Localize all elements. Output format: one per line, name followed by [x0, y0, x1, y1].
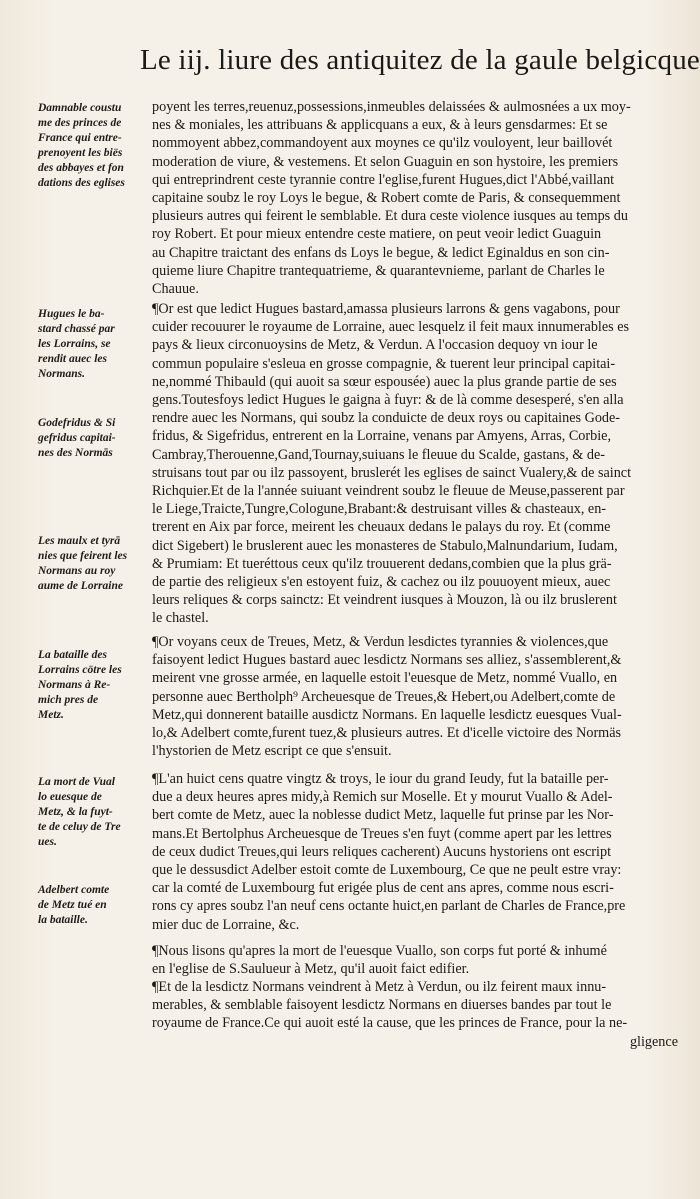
text-line: nes & moniales, les attribuans & applicquans a eux, & à leurs gensdarmes: Et se	[152, 117, 608, 134]
margin-note-line: prenoyent les biës	[38, 147, 123, 159]
text-line: le chastel.	[152, 610, 209, 627]
paragraph	[152, 942, 680, 978]
text-line: trerent en Aix par force, meirent les cheuaux dedans le palays du roy. Et (comme	[152, 519, 611, 536]
text-line: meirent vne grosse armée, en laquelle estoit l'euesque de Metz, nommé Vuallo, en	[152, 670, 618, 687]
text-line: le Liege,Traicte,Tungre,Cologune,Brabant:& destruisant villes & chasteaux, en-	[152, 501, 607, 518]
text-line: Metz,qui donnerent bataille ausdictz Normans. En laquelle lesdictz euesques Vual-	[152, 706, 622, 723]
text-line: struisans tout par ou ilz passoyent, bruslerét les eglises de sainct Vualery,& de sainct	[152, 464, 632, 481]
text-line: mier duc de Lorraine, &c.	[152, 916, 300, 933]
margin-note-line: Normans.	[38, 368, 85, 380]
text-line: ¶Or voyans ceux de Treues, Metz, & Verdun lesdictes tyrannies & violences,que	[152, 634, 609, 650]
margin-note	[38, 883, 150, 928]
text-line: gligence	[629, 1033, 678, 1050]
text-line: capitaine soubz le roy Loys le begue, & Robert comte de Paris, & consequemment	[152, 190, 621, 207]
margin-note-line: Hugues le ba-	[38, 308, 105, 320]
margin-note-line: les Lorrains, se	[38, 338, 111, 350]
text-line: due a deux heures apres midy,à Remich sur Moselle. Et y mourut Vuallo & Adel-	[152, 789, 613, 806]
margin-note-line: La mort de Vual	[38, 776, 115, 788]
margin-note-line: Metz, & la fuyt-	[38, 806, 113, 818]
paragraph	[152, 633, 680, 760]
margin-note-line: Normans au roy	[38, 565, 116, 577]
margin-note-line: Normans à Re-	[38, 679, 111, 691]
margin-note-line: te de celuy de Tre	[38, 821, 121, 833]
margin-note-line: nes des Normās	[38, 447, 113, 459]
text-line: ne,nommé Thibauld (qui auoit sa sœur espousée) auec la plus grande partie de ses	[152, 373, 617, 390]
text-line: l'hystorien de Metz escript ce que s'ensuit.	[152, 743, 392, 760]
margin-note-line: Godefridus & Si	[38, 417, 116, 429]
text-line: de partie des religieux s'en estoyent fuiz, & cachez ou ilz pouuoyent mieux, auec	[152, 574, 611, 591]
margin-note-line: la bataille.	[38, 914, 88, 926]
text-line: merables, & semblable faisoyent lesdictz Normans en diuerses bandes par tout le	[152, 997, 612, 1014]
margin-note	[38, 648, 150, 723]
text-line: moderation de viure, & vestemens. Et selon Guaguin en son hystoire, les premiers	[152, 153, 619, 170]
text-line: personne auec Bertholph⁹ Archeuesque de Treues,& Hebert,ou Adelbert,comte de	[152, 688, 616, 705]
text-line: rendre auec les Normans, qui soubz la conduicte de deux roys ou capitaines Gode-	[152, 410, 621, 427]
text-line: Cambray,Therouenne,Gand,Tournay,suiuans le fleuue du Scalde, gastans, & de-	[152, 446, 605, 463]
text-line: mans.Et Bertolphus Archeuesque de Treues s'en fuyt (comme apert par les lettres	[152, 825, 612, 842]
text-line: ¶Nous lisons qu'apres la mort de l'euesque Vuallo, son corps fut porté & inhumé	[152, 943, 607, 959]
margin-note-line: stard chassé par	[38, 323, 115, 335]
text-line: & Prumiam: Et tueréttous ceux qu'ilz trouuerent dedans,combien que la plus grä-	[152, 555, 612, 572]
paragraph	[152, 770, 680, 934]
text-line: ¶Or est que ledict Hugues bastard,amassa plusieurs larrons & gens vagabons, pour	[152, 301, 620, 317]
text-line: gens.Toutesfoys ledict Hugues le gaigna à fuyr: & de là comme desesperé, s'en alla	[152, 392, 624, 409]
text-line: rons cy apres soubz l'an neuf cens octante huict,en parlant de Charles de France,pre	[152, 898, 626, 915]
margin-note-line: La bataille des	[38, 649, 107, 661]
margin-note-line: France qui entre-	[38, 132, 122, 144]
running-header: Le iij. liure des antiquitez de la gaule belgicque	[140, 44, 700, 76]
margin-note-line: Les maulx et tyrā	[38, 535, 121, 547]
margin-note-line: de Metz tué en	[38, 899, 107, 911]
text-line: lo,& Adelbert comte,furent tuez,& plusieurs autres. Et d'icelle victoire des Normäs	[152, 725, 622, 742]
paragraph	[152, 978, 680, 1051]
margin-note	[38, 534, 150, 594]
text-line: en l'eglise de S.Saulueur à Metz, qu'il auoit faict edifier.	[152, 961, 470, 978]
margin-note-line: Metz.	[38, 709, 64, 721]
margin-note-line: mich pres de	[38, 694, 99, 706]
margin-note-line: lo euesque de	[38, 791, 102, 803]
text-line: fridus, & Sigefridus, entrerent en la Lorraine, venans par Amyens, Arras, Corbie,	[152, 428, 611, 445]
margin-note	[38, 101, 150, 191]
margin-note	[38, 416, 150, 461]
margin-note-line: aume de Lorraine	[38, 580, 123, 592]
margin-note-line: Adelbert comte	[38, 884, 110, 896]
paragraph	[152, 300, 680, 628]
text-line: qui entreprindrent ceste tyrannie contre l'eglise,furent Hugues,dict l'Abbé,vaillant	[152, 171, 615, 188]
margin-note-line: des abbayes et fon	[38, 162, 124, 174]
text-line: plusieurs autres qui feirent le semblable. Et dura ceste violence iusques au temps du	[152, 208, 628, 225]
text-line: nommoyent abbez,commandoyent aux moynes ce qu'ilz vouloyent, leur baillovét	[152, 135, 613, 152]
text-line: bert comte de Metz, auec la noblesse dudict Metz, laquelle fut prinse par les Nor-	[152, 807, 614, 824]
text-line: ¶Et de la lesdictz Normans veindrent à Metz à Verdun, ou ilz feirent maux innu-	[152, 979, 607, 995]
margin-note-line: ues.	[38, 836, 57, 848]
text-line: pays & lieux circonuoysins de Metz, & Verdun. A l'occasion dequoy vn iour le	[152, 337, 598, 354]
text-line: au Chapitre traictant des enfans ds Loys le begue, & ledict Eginaldus en son cin-	[152, 244, 610, 261]
margin-note-line: Damnable coustu	[38, 102, 122, 114]
text-line: roy Robert. Et pour mieux entendre ceste matiere, on peut veoir ledict Guaguin	[152, 226, 602, 243]
text-line: de ceux dudict Treues,qui leurs reliques cacherent) Aucuns hystoriens ont escript	[152, 843, 612, 860]
margin-note-line: nies que feirent les	[38, 550, 128, 562]
text-line: Richquier.Et de la l'année suiuant veindrent soubz le fleuue de Meuse,passerent par	[152, 483, 625, 500]
text-line: dict Sigebert) le bruslerent auec les monasteres de Stabulo,Malnundarium, Iudam,	[152, 537, 618, 554]
margin-note-line: Lorrains cötre les	[38, 664, 122, 676]
text-line: que le dessusdict Adelber estoit comte de Luxembourg, Ce que ne peult estre vray:	[152, 862, 622, 879]
text-line: cuider recouurer le royaume de Lorraine, auec lesquelz il feit maux innumerables es	[152, 319, 630, 336]
text-line: car la comté de Luxembourg fut erigée plus de cent ans apres, comme nous escri-	[152, 880, 614, 897]
margin-note	[38, 307, 150, 382]
margin-note-line: rendit auec les	[38, 353, 107, 365]
text-line: commun populaire s'esleua en grosse compagnie, & tuerent leur principal capitai-	[152, 355, 616, 372]
text-line: Chauue.	[152, 281, 199, 298]
text-line: ¶L'an huict cens quatre vingtz & troys, le iour du grand Ieudy, fut la bataille per-	[152, 771, 609, 787]
text-line: royaume de France.Ce qui auoit esté la cause, que les princes de France, pour la ne-	[152, 1015, 628, 1032]
margin-note	[38, 775, 150, 850]
margin-note-line: me des princes de	[38, 117, 122, 129]
paragraph	[152, 98, 680, 298]
text-line: poyent les terres,reuenuz,possessions,inmeubles delaissées & aulmosnées a ux moy-	[152, 99, 631, 115]
text-line: quieme liure Chapitre trantequatrieme, & quarantevnieme, parlant de Charles le	[152, 262, 605, 279]
margin-note-line: dations des eglises	[38, 177, 125, 189]
margin-note-line: gefridus capitai-	[38, 432, 116, 444]
text-line: leurs reliques & corps sainctz: Et veindrent iusques à Mouzon, là ou ilz bruslerent	[152, 592, 617, 609]
text-line: faisoyent ledict Hugues bastard auec lesdictz Normans ses alliez, s'assemblerent,&	[152, 652, 622, 669]
